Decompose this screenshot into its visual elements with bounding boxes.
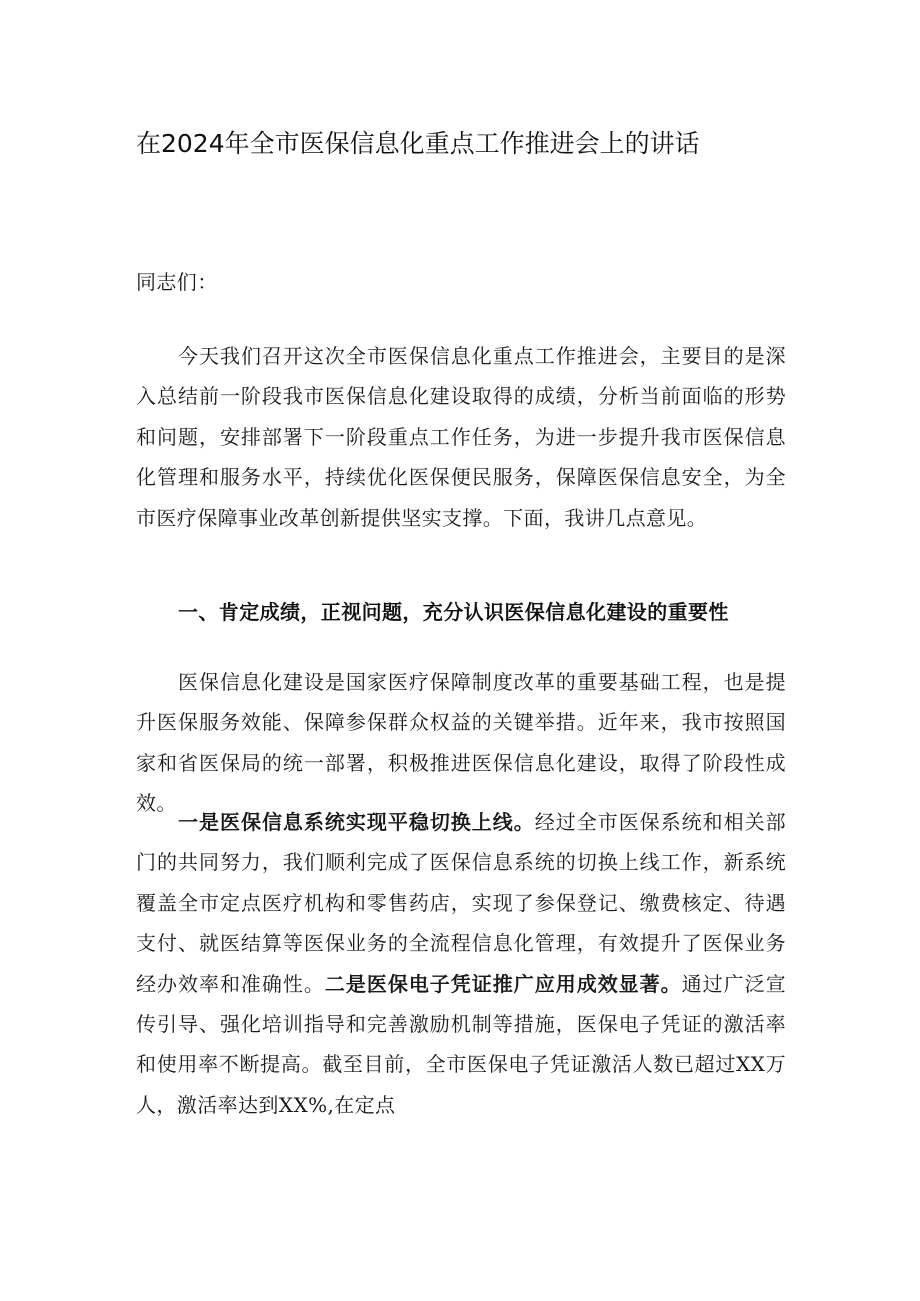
intro-paragraph: 今天我们召开这次全市医保信息化重点工作推进会，主要目的是深入总结前一阶段我市医保信息化建设取得的成绩，分析当前面临的形势和问题，安排部署下一阶段重点工作任务，为进一步提升我市医保信息化管理和服务水平，持续优化医保便民服务，保障医保信息安全，为全市医疗保障事业改革创新提供坚实支撑。下面，我讲几点意见。 [136, 344, 786, 530]
point-two-lead: 二是医保电子凭证推广应用成效显著。 [324, 971, 682, 996]
section-heading: 一、肯定成绩，正视问题，充分认识医保信息化建设的重要性 [178, 600, 729, 624]
achievements-paragraph [136, 802, 786, 1125]
salutation: 同志们： [136, 270, 218, 294]
point-one-lead: 一是医保信息系统实现平稳切换上线。 [178, 810, 535, 834]
document-title: 在2024年全市医保信息化重点工作推进会上的讲话 [136, 129, 700, 158]
point-two-text: 通过广泛宣传引导、强化培训指导和完善激励机制等措施，医保电子凭证的激活率和使用率不断提高。截至目前，全市医保电子凭证激活人数已超过XX万人，激活率达到XX%,在定点 [136, 971, 786, 1117]
point-one-text: 经过全市医保系统和相关部门的共同努力，我们顺利完成了医保信息系统的切换上线工作，新系统覆盖全市定点医疗机构和零售药店，实现了参保登记、缴费核定、待遇支付、就医结算等医保业务的全流程信息化管理，有效提升了医保业务经办效率和准确性。 [136, 810, 786, 996]
section-paragraph: 医保信息化建设是国家医疗保障制度改革的重要基础工程，也是提升医保服务效能、保障参保群众权益的关键举措。近年来，我市按照国家和省医保局的统一部署，积极推进医保信息化建设，取得了阶段性成效。 [136, 670, 786, 816]
